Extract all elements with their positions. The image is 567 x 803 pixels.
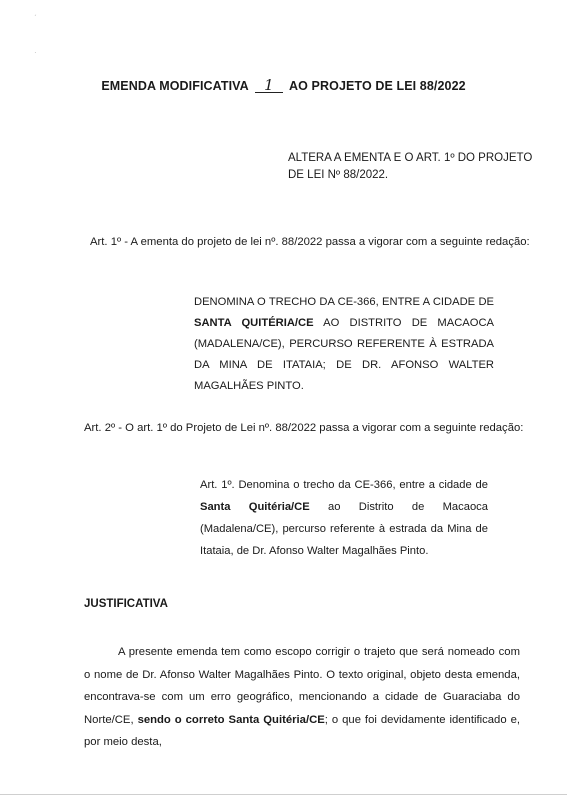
- document-title: [0, 78, 567, 93]
- quote1-text-end: AO DISTRITO DE MACAOCA (MADALENA/CE), PERCURSO REFERENTE À ESTRADA DA MINA DE ITATAIA; DE DR. AFONSO WALTER MAGALHÃES PINTO.: [194, 317, 494, 392]
- justificativa-heading: JUSTIFICATIVA: [84, 598, 168, 610]
- justificativa-body: [84, 641, 520, 754]
- scan-mark: ˊ: [34, 14, 37, 23]
- title-prefix: EMENDA MODIFICATIVA: [101, 79, 249, 93]
- page-bottom-rule: [0, 794, 567, 795]
- scan-mark: ·: [34, 48, 37, 57]
- quote2-city-bold: Santa Quitéria/CE: [200, 501, 310, 513]
- justificativa-text-end: ; o que foi devidamente identificado e, por meio desta,: [84, 713, 521, 748]
- justificativa-text-start: A presente emenda tem como escopo corrigir o trajeto que será nomeado com o nome de Dr. Afonso Walter Magalhães Pinto. O texto original, objeto desta emenda, encontrava-se com um erro geográfico, mencionando a cidade de Guaraciaba do Norte/CE,: [84, 646, 520, 726]
- handwritten-amendment-number: 1: [255, 78, 283, 93]
- article-2-intro: Art. 2º - O art. 1º do Projeto de Lei nº. 88/2022 passa a vigorar com a seguinte redação:: [84, 422, 524, 434]
- quote2-text-start: Art. 1º. Denomina o trecho da CE-366, entre a cidade de: [200, 479, 488, 491]
- quote1-text-start: DENOMINA O TRECHO DA CE-366, ENTRE A CIDADE DE: [194, 296, 494, 308]
- quote2-text-end: ao Distrito de Macaoca (Madalena/CE), percurso referente à estrada da Mina de Itataia, de Dr. Afonso Walter Magalhães Pinto.: [200, 501, 489, 557]
- article-1-intro: Art. 1º - A ementa do projeto de lei nº. 88/2022 passa a vigorar com a seguinte redação:: [90, 236, 530, 248]
- justificativa-correction-bold: sendo o correto Santa Quitéria/CE: [137, 713, 325, 726]
- quote1-city-bold: SANTA QUITÉRIA/CE: [194, 317, 314, 329]
- new-article-1-quote: [200, 474, 488, 562]
- title-suffix: AO PROJETO DE LEI 88/2022: [289, 79, 466, 93]
- ementa-summary: ALTERA A EMENTA E O ART. 1º DO PROJETO DE LEI Nº 88/2022.: [288, 152, 533, 181]
- new-ementa-quote: [194, 292, 494, 397]
